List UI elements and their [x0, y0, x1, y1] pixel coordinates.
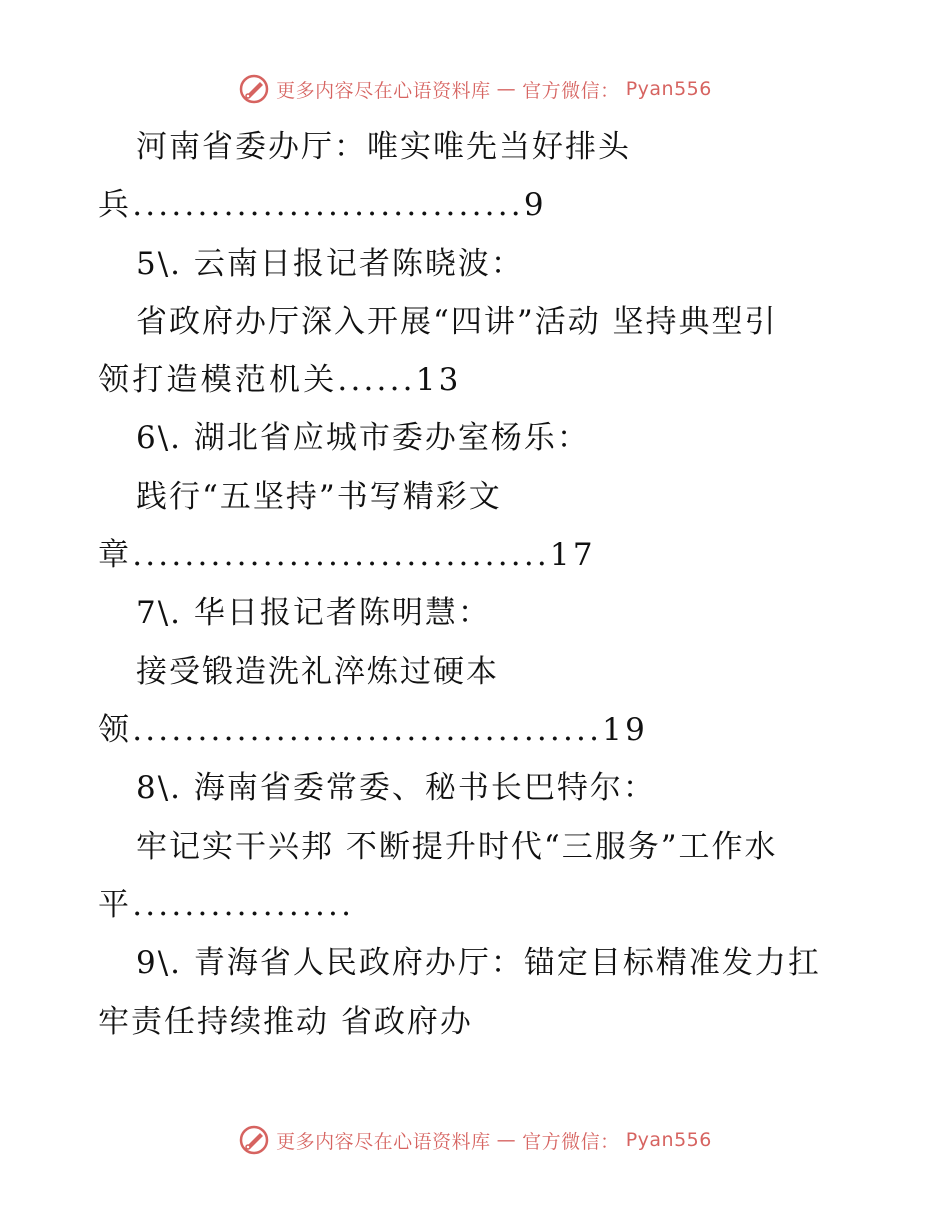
watermark-wechat-label: 官方微信： [522, 79, 620, 102]
header-watermark [0, 73, 950, 105]
watermark-separator: — [496, 78, 517, 100]
toc-line: 省政府办厅深入开展“四讲”活动 坚持典型引 [136, 304, 778, 340]
watermark-wechat-id: Pyan556 [625, 1129, 712, 1151]
toc-line: 7\. 华日报记者陈明慧： [136, 595, 491, 631]
toc-line: 章................................17 [98, 537, 596, 573]
toc-line: 5\. 云南日报记者陈晓波： [136, 246, 524, 282]
toc-line: 兵..............................9 [98, 187, 547, 223]
brand-logo-icon [238, 73, 270, 105]
toc-line: 牢责任持续推动 省政府办 [98, 1004, 473, 1040]
watermark-wechat-label: 官方微信： [522, 1130, 620, 1153]
toc-line: 8\. 海南省委常委、秘书长巴特尔： [136, 770, 656, 806]
watermark-separator: — [496, 1129, 517, 1151]
toc-line: 平................. [98, 887, 355, 923]
watermark-text: 更多内容尽在心语资料库 [276, 1130, 491, 1153]
toc-line: 牢记实干兴邦 不断提升时代“三服务”工作水 [136, 829, 778, 865]
watermark-text: 更多内容尽在心语资料库 [276, 79, 491, 102]
toc-line: 领打造模范机关......13 [98, 362, 462, 398]
toc-line: 领....................................19 [98, 712, 648, 748]
footer-watermark [0, 1124, 950, 1156]
toc-line: 9\. 青海省人民政府办厅：锚定目标精准发力扛 [136, 945, 821, 981]
toc-line: 践行“五坚持”书写精彩文 [136, 479, 502, 515]
watermark-wechat-id: Pyan556 [625, 78, 712, 100]
toc-line: 接受锻造洗礼淬炼过硬本 [136, 654, 499, 690]
brand-logo-icon [238, 1124, 270, 1156]
toc-line: 河南省委办厅：唯实唯先当好排头 [136, 129, 631, 165]
toc-line: 6\. 湖北省应城市委办室杨乐： [136, 420, 590, 456]
